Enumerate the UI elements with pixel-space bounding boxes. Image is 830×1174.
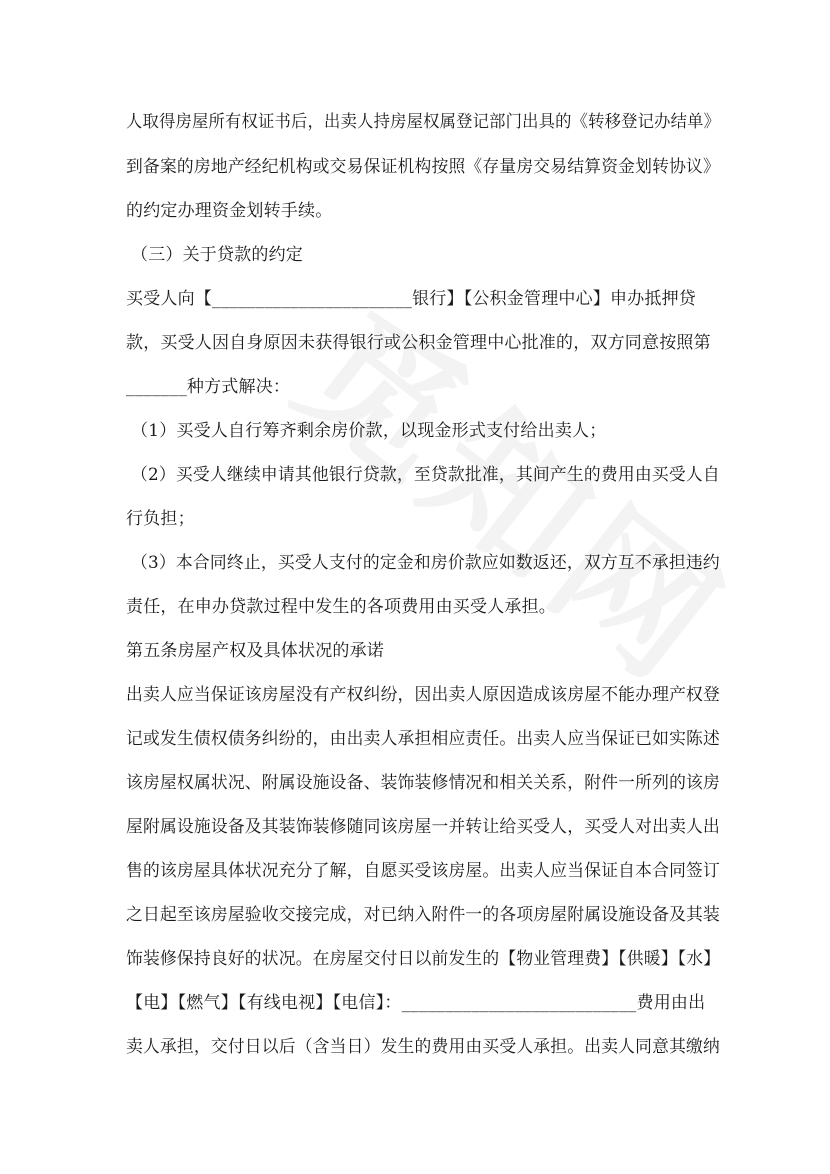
paragraph-line: 责任，在申办贷款过程中发生的各项费用由买受人承担。 [126,597,556,617]
paragraph-line: 饰装修保持良好的状况。在房屋交付日以前发生的【物业管理费】【供暖】【水】 [126,949,721,969]
paragraph-line: 卖人承担，交付日以后（含当日）发生的费用由买受人承担。出卖人同意其缴纳 [126,1037,720,1057]
list-item: （2）买受人继续申请其他银行贷款，至贷款批准，其间产生的费用由买受人自 [131,465,720,485]
list-item: （1）买受人自行筹齐剩余房价款，以现金形式支付给出卖人； [131,421,607,441]
article-heading: 第五条房屋产权及具体状况的承诺 [126,641,384,661]
paragraph-line: 出卖人应当保证该房屋没有产权纠纷，因出卖人原因造成该房屋不能办理产权登 [126,685,720,705]
paragraph-line: 人取得房屋所有权证书后，出卖人持房屋权属登记部门出具的《转移登记办结单》 [126,112,721,132]
paragraph-line: 记或发生债权债务纠纷的，由出卖人承担相应责任。出卖人应当保证已如实陈述 [126,729,720,749]
paragraph-line: 之日起至该房屋验收交接完成，对已纳入附件一的各项房屋附属设施设备及其装 [126,905,720,925]
paragraph-line: 该房屋权属状况、附属设施设备、装饰装修情况和相关关系，附件一所列的该房 [126,773,720,793]
list-item: （3）本合同终止，买受人支付的定金和房价款应如数返还，双方互不承担违约 [131,553,720,573]
paragraph-line: 屋附属设施设备及其装饰装修随同该房屋一并转让给买受人，买受人对出卖人出 [126,817,720,837]
paragraph-line: 到备案的房地产经纪机构或交易保证机构按照《存量房交易结算资金划转协议》 [126,157,720,177]
paragraph-line: _______种方式解决： [126,377,291,397]
paragraph-line: 买受人向【_______________________银行】【公积金管理中心】申办抵押贷 [126,289,696,309]
paragraph-line: 的约定办理资金划转手续。 [126,201,333,221]
paragraph-line: 【电】【燃气】【有线电视】【电信】：___________________________费用由出 [126,993,706,1013]
section-heading: （三）关于贷款的约定 [131,245,303,265]
paragraph-line: 行负担； [126,509,195,529]
paragraph-line: 售的该房屋具体状况充分了解，自愿买受该房屋。出卖人应当保证自本合同签订 [126,861,720,881]
paragraph-line: 款，买受人因自身原因未获得银行或公积金管理中心批准的，双方同意按照第 [126,333,711,353]
